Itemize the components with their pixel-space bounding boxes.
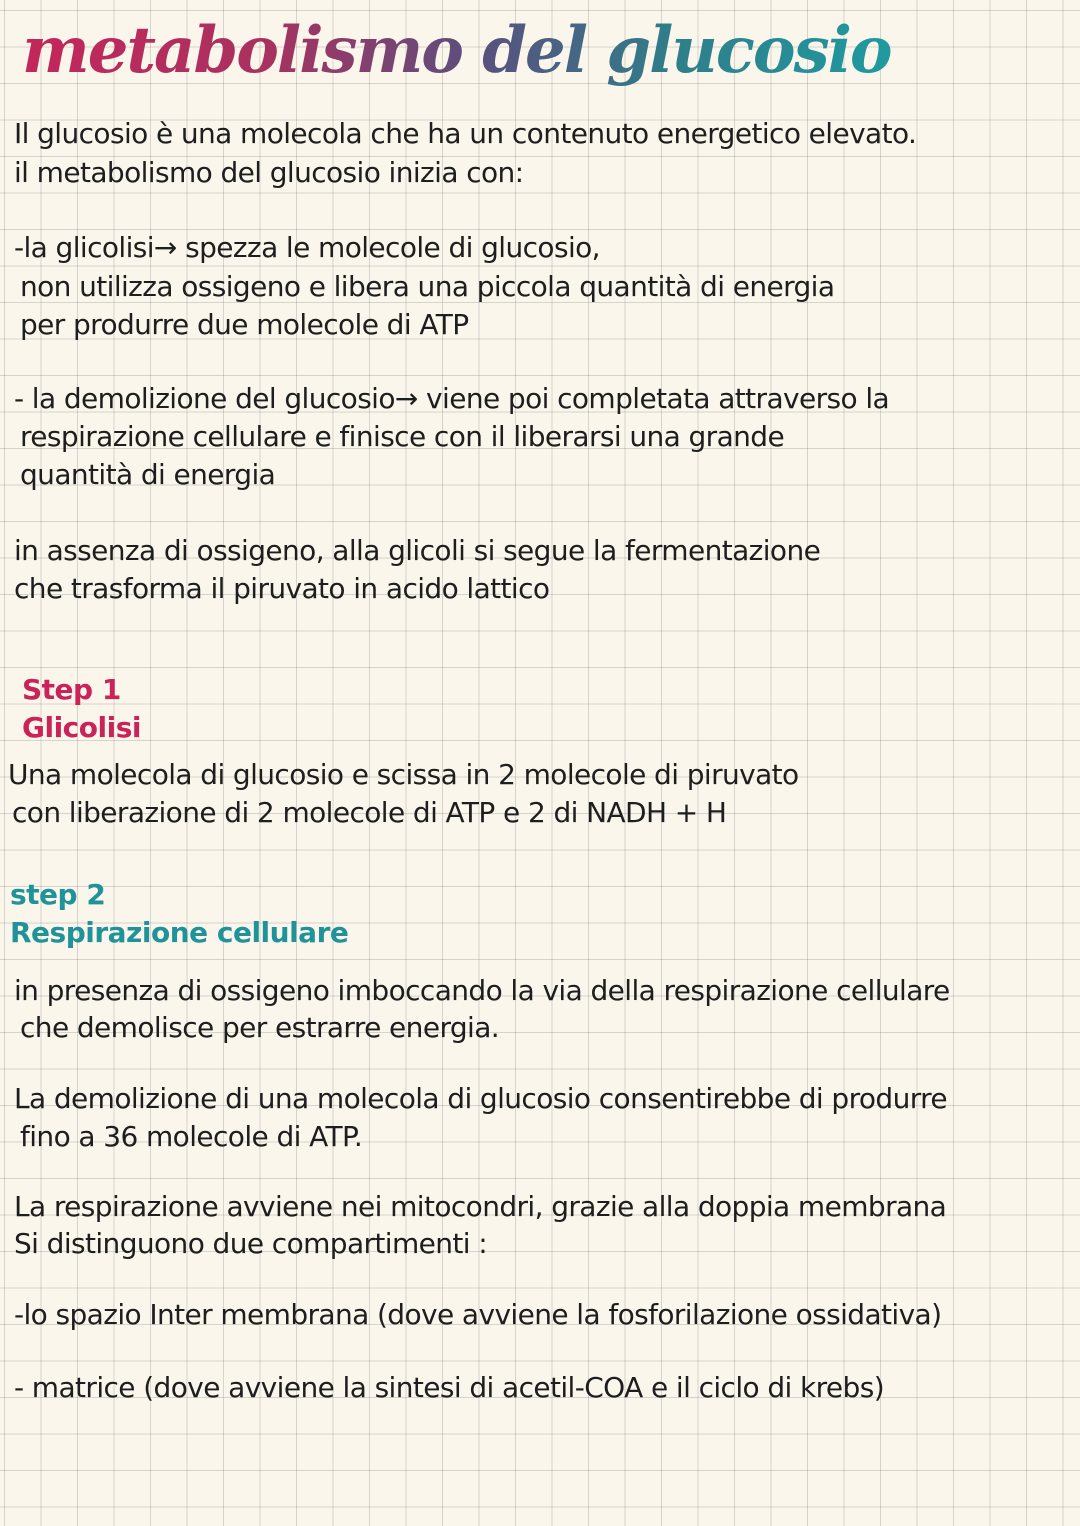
step1-name: Glicolisi [22, 711, 141, 744]
compartimento-matrice: - matrice (dove avviene la sintesi di acetil-COA e il ciclo di krebs) [14, 1371, 885, 1404]
step2-demolizione-line-1: La demolizione di una molecola di glucosio consentirebbe di produrre [14, 1082, 948, 1115]
step2-presenza-line-2: che demolisce per estrarre energia. [20, 1011, 500, 1044]
step2-mitocondri-line-1: La respirazione avviene nei mitocondri, grazie alla doppia membrana [14, 1190, 947, 1223]
step1-text-line-2: con liberazione di 2 molecole di ATP e 2 di NADH + H [12, 796, 727, 829]
step2-demolizione-line-2: fino a 36 molecole di ATP. [20, 1120, 363, 1153]
compartimento-spazio-intermembrana: -lo spazio Inter membrana (dove avviene la fosforilazione ossidativa) [14, 1298, 942, 1331]
demolizione-point-line-3: quantità di energia [20, 458, 276, 491]
step2-presenza-line-1: in presenza di ossigeno imboccando la via della respirazione cellulare [14, 974, 950, 1007]
glicolisi-point-line-3: per produrre due molecole di ATP [20, 308, 469, 341]
step2-name: Respirazione cellulare [10, 916, 349, 949]
step1-label: Step 1 [22, 673, 121, 706]
glicolisi-point-line-2: non utilizza ossigeno e libera una piccola quantità di energia [20, 270, 835, 303]
intro-line-1: Il glucosio è una molecola che ha un contenuto energetico elevato. [14, 117, 917, 150]
step2-label: step 2 [10, 878, 106, 911]
page-title: metabolismo del glucosio [22, 6, 891, 96]
demolizione-point-line-2: respirazione cellulare e finisce con il liberarsi una grande [20, 420, 785, 453]
assenza-line-2: che trasforma il piruvato in acido lattico [14, 572, 550, 605]
intro-line-2: il metabolismo del glucosio inizia con: [14, 156, 524, 189]
demolizione-point-line-1: - la demolizione del glucosio→ viene poi completata attraverso la [14, 382, 890, 415]
step2-mitocondri-line-2: Si distinguono due compartimenti : [14, 1227, 488, 1260]
glicolisi-point-line-1: -la glicolisi→ spezza le molecole di glucosio, [14, 231, 600, 264]
assenza-line-1: in assenza di ossigeno, alla glicoli si segue la fermentazione [14, 534, 821, 567]
step1-text-line-1: Una molecola di glucosio e scissa in 2 molecole di piruvato [8, 758, 799, 791]
